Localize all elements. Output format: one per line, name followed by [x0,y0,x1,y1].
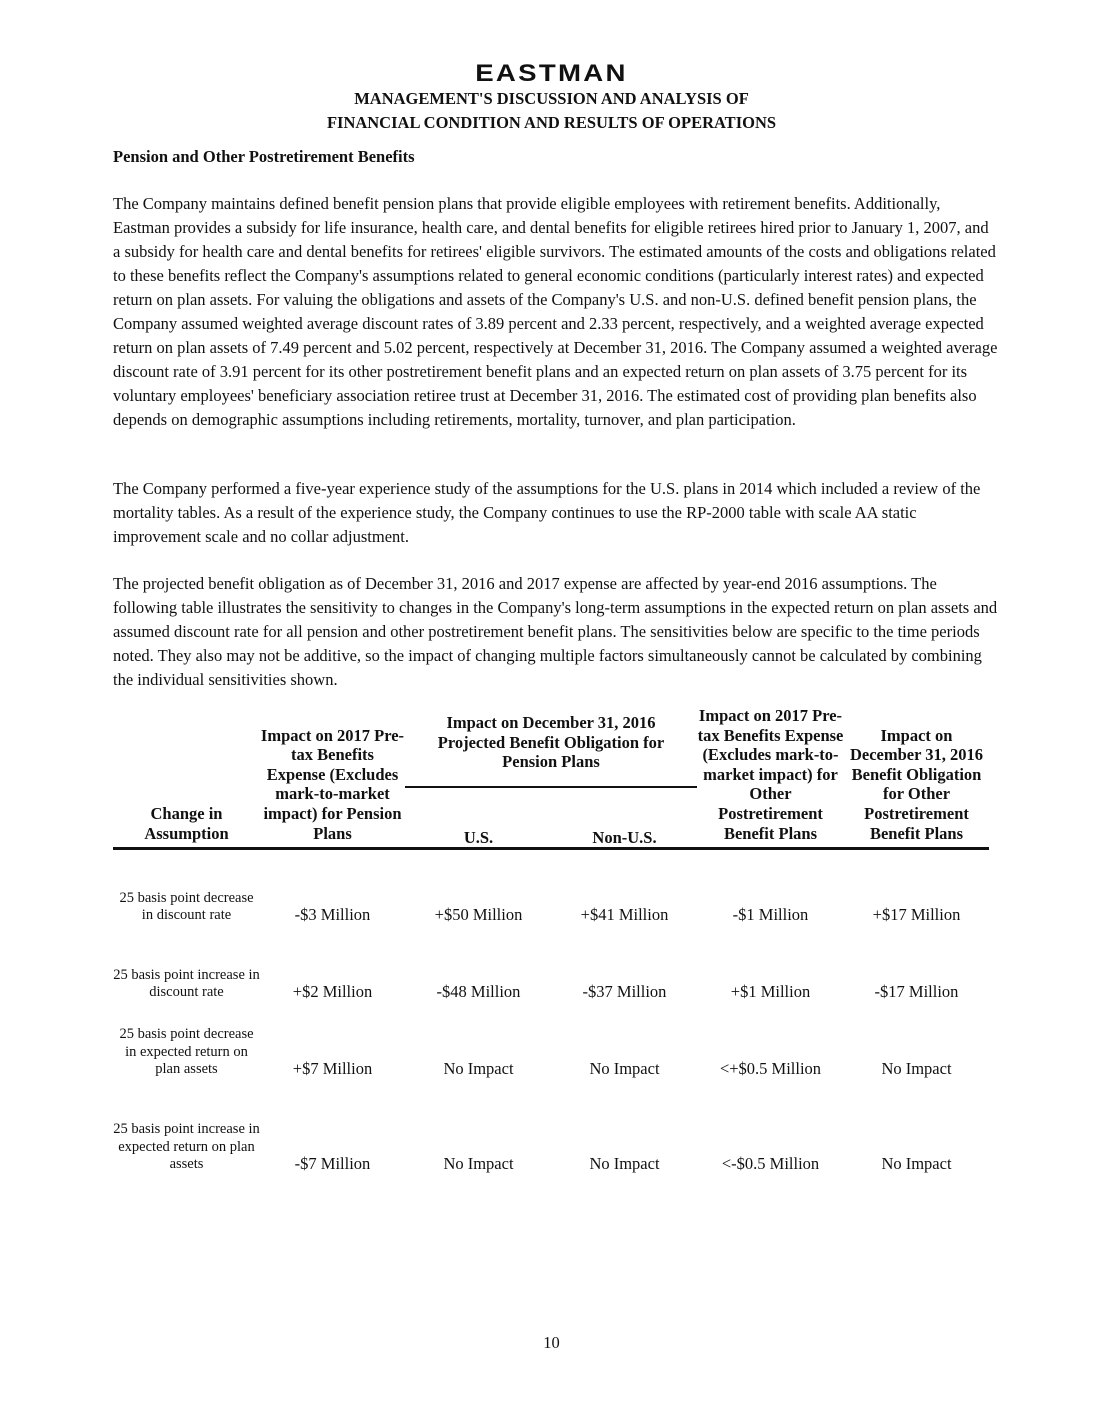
cell-value: No Impact [443,1153,514,1173]
cell-value: +$1 Million [730,981,811,1001]
sensitivity-table [113,706,989,1174]
paragraph-experience-study: The Company performed a five-year experience study of the assumptions for the U.S. plans in 2014 which included a review of the mortality tables. As a result of the experience study, the Company continues to use the RP-2000 table with scale AA static improvement scale and no collar adjustment. [113,479,981,546]
cell-value: +$41 Million [580,904,669,924]
cell-value: +$2 Million [292,981,373,1001]
paragraph-sensitivity: The projected benefit obligation as of December 31, 2016 and 2017 expense are affected by year-end 2016 assumptions. The following table illustrates the sensitivity to changes in the Company's long-term assumptions in the expected return on plan assets and assumed discount rate for all pension and other postretirement benefit plans. The sensitivities below are specific to the time periods noted. They also may not be additive, so the impact of changing multiple factors simultaneously cannot be calculated by combining the individual sensitivities shown. [113,574,998,689]
header-other-obligation: Impact on December 31, 2016 Benefit Obligation for Other Postretirement Benefit Plans [844,706,989,849]
header-us: U.S. [405,787,552,849]
table-row [113,925,989,1002]
cell-value: <-$0.5 Million [721,1153,820,1173]
header-change-in-assumption: Change in Assumption [113,706,260,849]
cell-value: -$37 Million [582,981,667,1001]
header-other-expense: Impact on 2017 Pre-tax Benefits Expense (Excludes mark-to-market impact) for Other Postretirement Benefit Plans [697,706,844,849]
row-label: 25 basis point increase in expected return on plan assets [113,1121,260,1173]
report-header-line1: MANAGEMENT'S DISCUSSION AND ANALYSIS OF [354,89,749,108]
table-row [113,1002,989,1079]
cell-value: +$7 Million [292,1058,373,1078]
cell-value: <+$0.5 Million [719,1058,822,1078]
cell-value: -$1 Million [732,904,809,924]
cell-value: -$17 Million [874,981,959,1001]
row-label: 25 basis point decrease in discount rate [119,889,254,924]
cell-value: -$7 Million [294,1153,371,1173]
cell-value: +$50 Million [434,904,523,924]
row-label: 25 basis point decrease in expected return on plan assets [119,1026,254,1078]
cell-value: -$3 Million [294,904,371,924]
cell-value: No Impact [589,1058,660,1078]
cell-value: No Impact [589,1153,660,1173]
header-non-us: Non-U.S. [552,787,697,849]
cell-value: No Impact [881,1058,952,1078]
cell-value: No Impact [881,1153,952,1173]
paragraph-assumptions: The Company maintains defined benefit pension plans that provide eligible employees with retirement benefits. Additionally, Eastman provides a subsidy for life insurance, health care, and dental benefits for eligible retirees hired prior to January 1, 2007, and a subsidy for health care and dental benefits for retirees' eligible survivors. The estimated amounts of the costs and obligations related to these benefits reflect the Company's assumptions related to general economic conditions (particularly interest rates) and expected return on plan assets. For valuing the obligations and assets of the Company's U.S. and non-U.S. defined benefit pension plans, the Company assumed weighted average discount rates of 3.89 percent and 2.33 percent, respectively, and a weighted average expected return on plan assets of 7.49 percent and 5.02 percent, respectively at December 31, 2016. The Company assumed a weighted average discount rate of 3.91 percent for its other postretirement benefit plans and an expected return on plan assets of 3.75 percent for its voluntary employees' beneficiary association retiree trust at December 31, 2016. The estimated cost of providing plan benefits also depends on demographic assumptions including retirements, mortality, turnover, and plan participation. [113,194,998,429]
header-pbo-group: Impact on December 31, 2016 Projected Benefit Obligation for Pension Plans [405,706,697,787]
cell-value: No Impact [443,1058,514,1078]
cell-value: +$17 Million [872,904,961,924]
section-title: Pension and Other Postretirement Benefits [113,147,415,166]
page-number: 10 [543,1333,560,1352]
header-pension-expense: Impact on 2017 Pre-tax Benefits Expense (Excludes mark-to-market impact) for Pension Plans [260,706,405,849]
company-logo: EASTMAN [475,60,628,87]
report-header-line2: FINANCIAL CONDITION AND RESULTS OF OPERATIONS [326,113,777,132]
table-row [113,1079,989,1174]
cell-value: -$48 Million [436,981,521,1001]
row-label: 25 basis point increase in discount rate [113,966,260,1001]
table-row [113,849,989,925]
